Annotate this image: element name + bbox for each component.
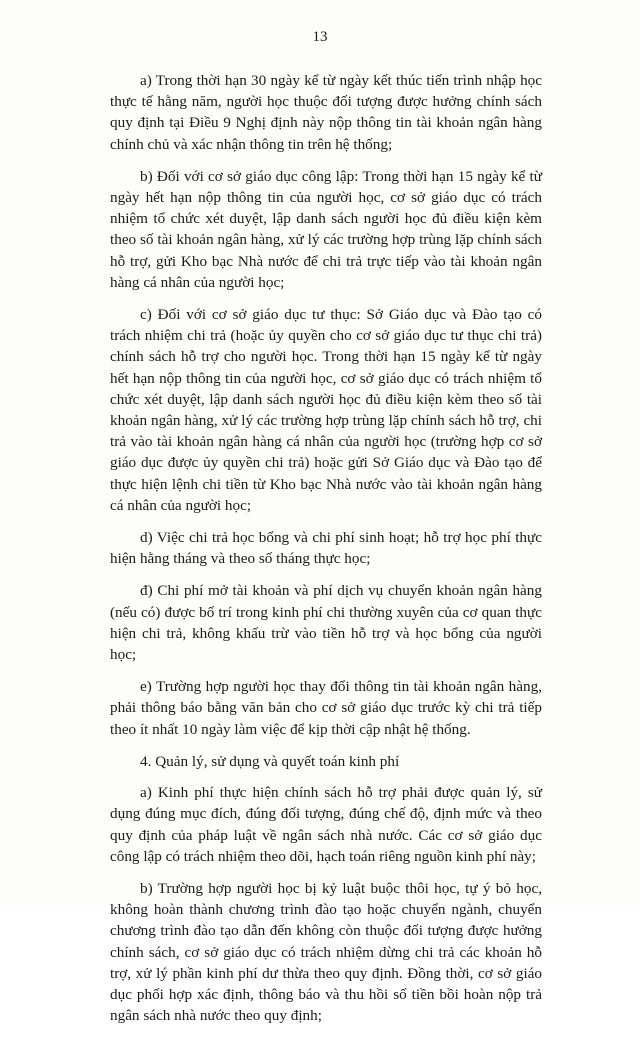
- paragraph-4b-discontinuation: b) Trường hợp người học bị kỷ luật buộc thôi học, tự ý bỏ học, không hoàn thành chương trình đào tạo hoặc chuyển ngành, chuyển chương trình đào tạo dẫn đến không còn thuộc đối tượng được hưởng chính sách, cơ sở giáo dục có trách nhiệm dừng chi trả các khoản hỗ trợ, xử lý phần kinh phí dư thừa theo quy định. Đồng thời, cơ sở giáo dục phối hợp xác định, thông báo và thu hồi số tiền bồi hoàn nộp trả ngân sách nhà nước theo quy định;: [110, 879, 542, 1025]
- paragraph-dd-bank-fees: đ) Chi phí mở tài khoản và phí dịch vụ chuyển khoản ngân hàng (nếu có) được bố trí trong kinh phí chi thường xuyên của cơ quan thực hiện chi trả, không khấu trừ vào tiền hỗ trợ và học bổng của người học;: [110, 582, 542, 664]
- document-body: [110, 70, 542, 1037]
- paragraph-e-account-change: e) Trường hợp người học thay đổi thông tin tài khoản ngân hàng, phải thông báo bằng văn bản cho cơ sở giáo dục trước kỳ chi trả tiếp theo ít nhất 10 ngày làm việc để kịp thời cập nhật hệ thống.: [110, 678, 542, 738]
- paragraph-b-public-institutions: b) Đối với cơ sở giáo dục công lập: Trong thời hạn 15 ngày kể từ ngày hết hạn nộp thông tin của người học, cơ sở giáo dục có trách nhiệm tổ chức xét duyệt, lập danh sách người học đủ điều kiện kèm theo số tài khoản ngân hàng, xử lý các trường hợp trùng lặp chính sách hỗ trợ, gửi Kho bạc Nhà nước để chi trả trực tiếp vào tài khoản ngân hàng cá nhân của người học;: [110, 167, 542, 291]
- paragraph-4a-fund-management: a) Kinh phí thực hiện chính sách hỗ trợ phải được quản lý, sử dụng đúng mục đích, đúng đối tượng, đúng chế độ, định mức và theo quy định của pháp luật về ngân sách nhà nước. Các cơ sở giáo dục công lập có trách nhiệm theo dõi, hạch toán riêng nguồn kinh phí này;: [110, 784, 542, 865]
- paragraph-d-payment-schedule: d) Việc chi trả học bổng và chi phí sinh hoạt; hỗ trợ học phí thực hiện hằng tháng và theo số tháng thực học;: [110, 529, 542, 568]
- paragraph-c-private-institutions: c) Đối với cơ sở giáo dục tư thục: Sở Giáo dục và Đào tạo có trách nhiệm chi trả (hoặc ủy quyền cho cơ sở giáo dục tư thục chi trả) chính sách hỗ trợ cho người học. Trong thời hạn 15 ngày kể từ ngày hết hạn nộp thông tin của người học, cơ sở giáo dục có trách nhiệm tổ chức xét duyệt, lập danh sách người học đủ điều kiện kèm theo số tài khoản ngân hàng, xử lý các trường hợp trùng lặp chính sách hỗ trợ, chi trả vào tài khoản ngân hàng cá nhân của người học (trường hợp cơ sở giáo dục được ủy quyền chi trả) hoặc gửi Sở Giáo dục và Đào tạo để thực hiện lệnh chi tiền từ Kho bạc Nhà nước vào tài khoản ngân hàng cá nhân của người học;: [110, 306, 542, 514]
- page-number: 13: [312, 29, 328, 45]
- paragraph-a-enrollment-deadline: a) Trong thời hạn 30 ngày kể từ ngày kết thúc tiến trình nhập học thực tế hằng năm, người học thuộc đối tượng được hưởng chính sách quy định tại Điều 9 Nghị định này nộp thông tin tài khoản ngân hàng chính chủ và xác nhận thông tin trên hệ thống;: [110, 72, 542, 153]
- section-heading-4: 4. Quản lý, sử dụng và quyết toán kinh phí: [140, 752, 400, 770]
